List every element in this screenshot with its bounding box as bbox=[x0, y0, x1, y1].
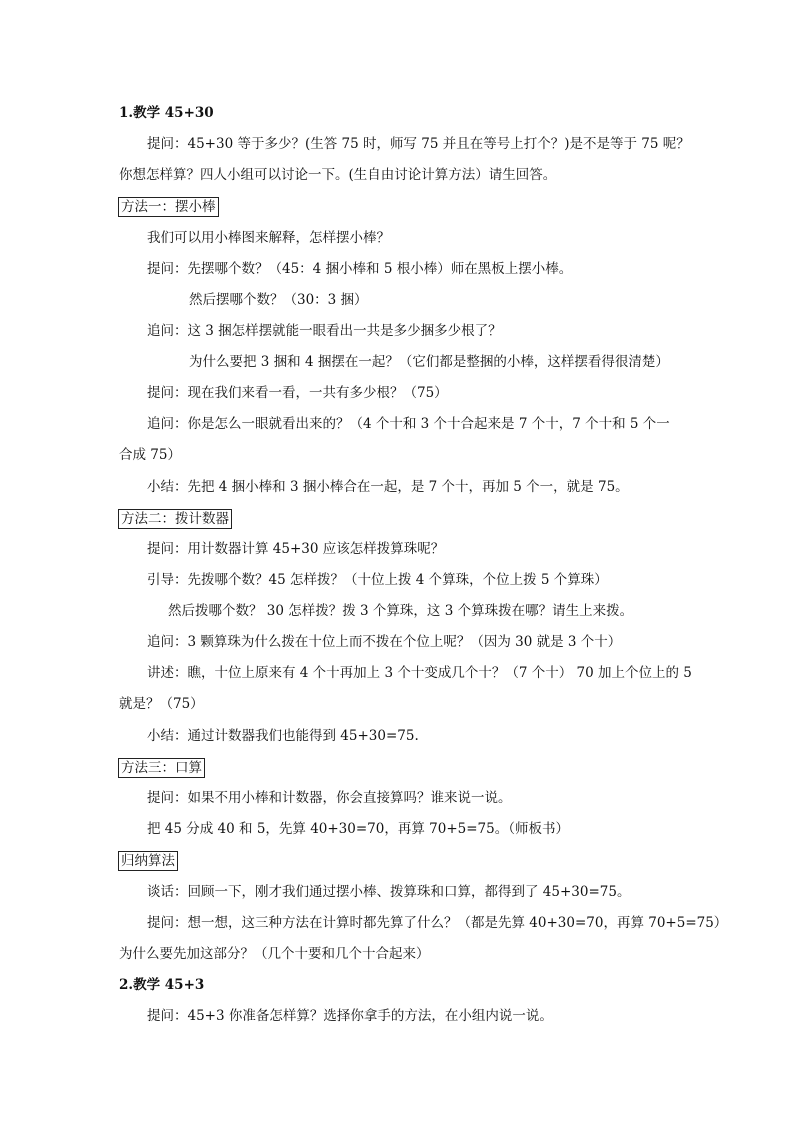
method2-title: 方法二：拨计数器 bbox=[118, 509, 232, 529]
method2-line: 提问：用计数器计算 45+30 应该怎样拨算珠呢？ bbox=[147, 541, 445, 557]
method1-line: 追问：你是怎么一眼就看出来的？（4 个十和 3 个十合起来是 7 个十，7 个十和 5 个一 bbox=[147, 416, 670, 432]
method1-title: 方法一：摆小棒 bbox=[118, 197, 219, 217]
summary-line: 为什么要先加这部分？（几个十要和几个十合起来） bbox=[119, 946, 430, 962]
method2-line: 讲述：瞧，十位上原来有 4 个十再加上 3 个十变成几个十？（7 个十） 70 加上个位上的 5 bbox=[147, 665, 692, 681]
method1-line: 我们可以用小棒图来解释，怎样摆小棒？ bbox=[147, 230, 390, 246]
summary-line: 谈话：回顾一下，刚才我们通过摆小棒、拨算珠和口算，都得到了 45+30=75。 bbox=[147, 884, 631, 900]
section2-heading: 2.教学 45+3 bbox=[119, 977, 205, 993]
section2-line: 提问：45+3 你准备怎样算？选择你拿手的方法，在小组内说一说。 bbox=[147, 1008, 553, 1024]
method2-line: 引导：先拨哪个数？45 怎样拨？（十位上拨 4 个算珠，个位上拨 5 个算珠） bbox=[147, 572, 608, 588]
method3-title: 方法三：口算 bbox=[118, 758, 205, 778]
method3-line: 提问：如果不用小棒和计数器，你会直接算吗？谁来说一说。 bbox=[147, 790, 512, 806]
method1-line: 提问：现在我们来看一看，一共有多少根？（75） bbox=[147, 385, 448, 401]
method2-line: 然后拨哪个数？ 30 怎样拨？拨 3 个算珠，这 3 个算珠拨在哪？请生上来拨。 bbox=[168, 603, 634, 619]
method1-line: 合成 75） bbox=[119, 447, 181, 463]
question-line-1: 提问：45+30 等于多少？(生答 75 时，师写 75 并且在等号上打个？)是不是等于 75 呢？ bbox=[147, 136, 690, 152]
method1-line: 提问：先摆哪个数？（45：4 捆小棒和 5 根小棒）师在黑板上摆小棒。 bbox=[147, 261, 573, 277]
method3-line: 把 45 分成 40 和 5，先算 40+30=70，再算 70+5=75。（师板书） bbox=[147, 821, 569, 837]
method2-line: 追问：3 颗算珠为什么拨在十位上而不拨在个位上呢？（因为 30 就是 3 个十） bbox=[147, 634, 622, 650]
summary-line: 提问：想一想，这三种方法在计算时都先算了什么？（都是先算 40+30=70，再算 70+5=75） bbox=[147, 915, 728, 931]
summary-title: 归纳算法 bbox=[118, 851, 178, 871]
method1-line: 追问：这 3 捆怎样摆就能一眼看出一共是多少捆多少根了？ bbox=[147, 323, 502, 339]
method1-summary: 小结：先把 4 捆小棒和 3 捆小棒合在一起，是 7 个十，再加 5 个一，就是 75。 bbox=[147, 479, 629, 495]
method1-line: 为什么要把 3 捆和 4 捆摆在一起？（它们都是整捆的小棒，这样摆看得很清楚） bbox=[189, 354, 669, 370]
section1-heading: 1.教学 45+30 bbox=[119, 105, 214, 121]
method2-summary: 小结：通过计数器我们也能得到 45+30=75. bbox=[147, 728, 419, 744]
method2-line: 就是？（75） bbox=[119, 696, 204, 712]
method1-line: 然后摆哪个数？（30：3 捆） bbox=[189, 292, 368, 308]
question-line-2: 你想怎样算？四人小组可以讨论一下。(生自由讨论计算方法）请生回答。 bbox=[119, 167, 557, 183]
